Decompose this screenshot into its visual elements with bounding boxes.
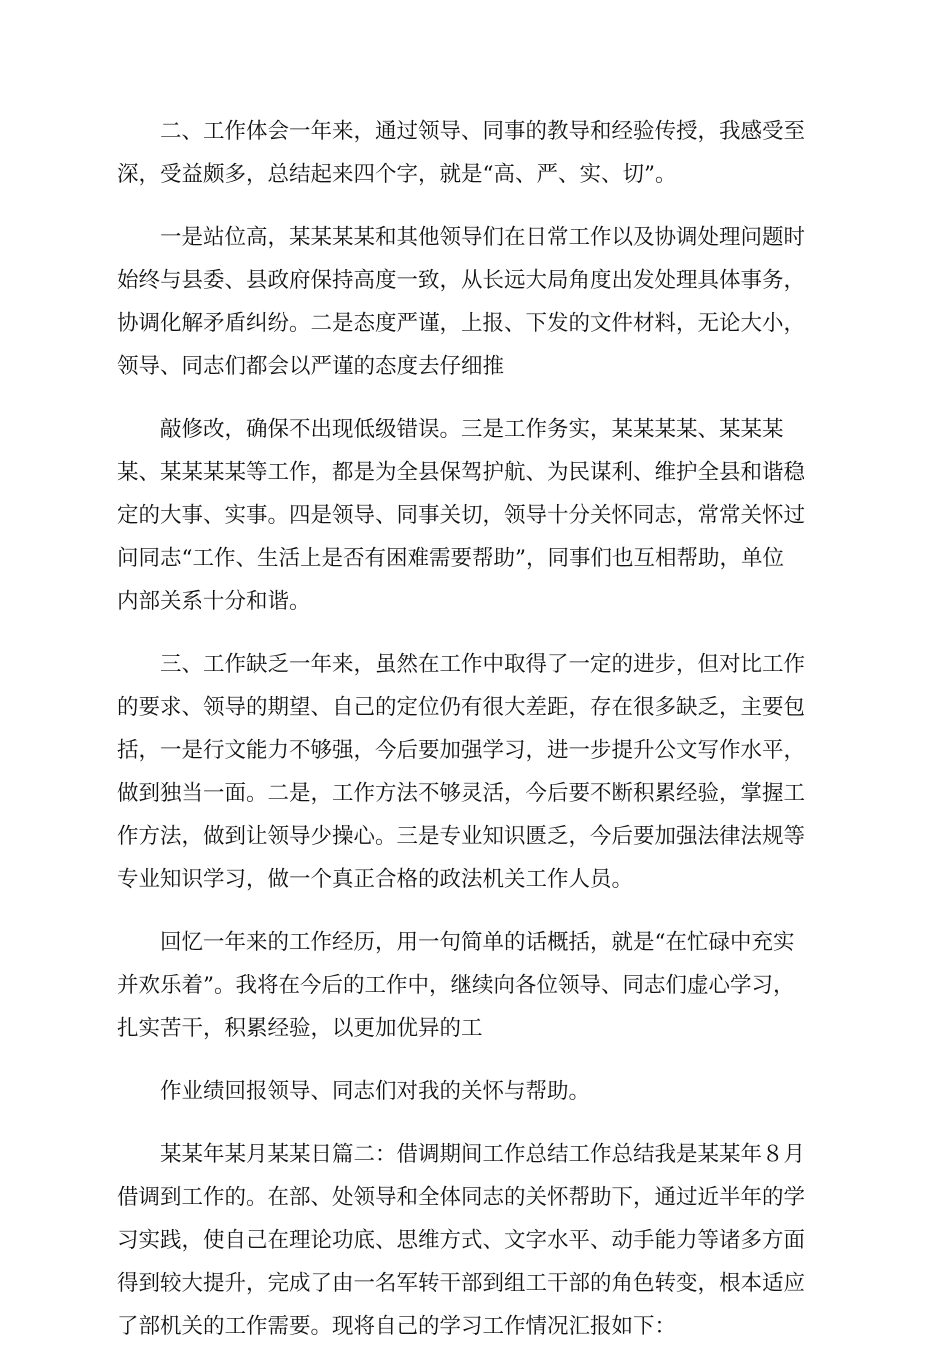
text-line: 作方法，做到让领导少操心。三是专业知识匮乏，今后要加强法律法规等 <box>117 824 806 849</box>
text-line: 某某年某月某某日篇二：借调期间工作总结工作总结我是某某年８月 <box>160 1142 806 1167</box>
text-line: 了部机关的工作需要。现将自己的学习工作情况汇报如下： <box>117 1314 677 1339</box>
text-line: 二、工作体会一年来，通过领导、同事的教导和经验传授，我感受至 <box>160 119 806 144</box>
text-line: 得到较大提升，完成了由一名军转干部到组工干部的角色转变，根本适应 <box>117 1271 806 1296</box>
text-line: 协调化解矛盾纠纷。二是态度严谨，上报、下发的文件材料，无论大小， <box>117 311 806 336</box>
text-line: 扎实苦干，积累经验，以更加优异的工 <box>117 1016 483 1041</box>
text-line: 一是站位高，某某某某和其他领导们在日常工作以及协调处理问题时 <box>160 225 806 250</box>
paragraph-work-experience-details <box>117 216 833 388</box>
text-line: 某、某某某某等工作，都是为全县保驾护航、为民谋利、维护全县和谐稳 <box>117 460 806 485</box>
paragraph-secondment-summary <box>117 1133 833 1348</box>
text-line: 回忆一年来的工作经历，用一句简单的话概括，就是“在忙碌中充实 <box>160 930 795 955</box>
text-line: 问同志“工作、生活上是否有困难需要帮助”，同事们也互相帮助，单位 <box>117 546 784 571</box>
text-line: 做到独当一面。二是，工作方法不够灵活，今后要不断积累经验，掌握工 <box>117 781 806 806</box>
text-line: 定的大事、实事。四是领导、同事关切，领导十分关怀同志，常常关怀过 <box>117 503 806 528</box>
paragraph-recollection-continued <box>117 1070 833 1113</box>
paragraph-work-shortcomings <box>117 643 833 901</box>
text-line: 习实践，使自己在理论功底、思维方式、文字水平、动手能力等诸多方面 <box>117 1228 806 1253</box>
text-line: 领导、同志们都会以严谨的态度去仔细推 <box>117 354 505 379</box>
document-body <box>117 110 833 1368</box>
text-line: 并欢乐着”。我将在今后的工作中，继续向各位领导、同志们虚心学习， <box>117 973 795 998</box>
paragraph-work-experience-intro <box>117 110 833 196</box>
text-line: 括，一是行文能力不够强，今后要加强学习，进一步提升公文写作水平， <box>117 738 806 763</box>
text-line: 作业绩回报领导、同志们对我的关怀与帮助。 <box>160 1079 591 1104</box>
text-line: 的要求、领导的期望、自己的定位仍有很大差距，存在很多缺乏，主要包 <box>117 695 806 720</box>
paragraph-recollection <box>117 921 833 1050</box>
text-line: 专业知识学习，做一个真正合格的政法机关工作人员。 <box>117 867 634 892</box>
paragraph-work-experience-continued <box>117 408 833 623</box>
text-line: 借调到工作的。在部、处领导和全体同志的关怀帮助下，通过近半年的学 <box>117 1185 806 1210</box>
text-line: 深，受益颇多，总结起来四个字，就是“高、严、实、切”。 <box>117 162 677 187</box>
text-line: 三、工作缺乏一年来，虽然在工作中取得了一定的进步，但对比工作 <box>160 652 806 677</box>
text-line: 敲修改，确保不出现低级错误。三是工作务实，某某某某、某某某 <box>160 417 784 442</box>
text-line: 内部关系十分和谐。 <box>117 589 311 614</box>
text-line: 始终与县委、县政府保持高度一致，从长远大局角度出发处理具体事务， <box>117 268 806 293</box>
